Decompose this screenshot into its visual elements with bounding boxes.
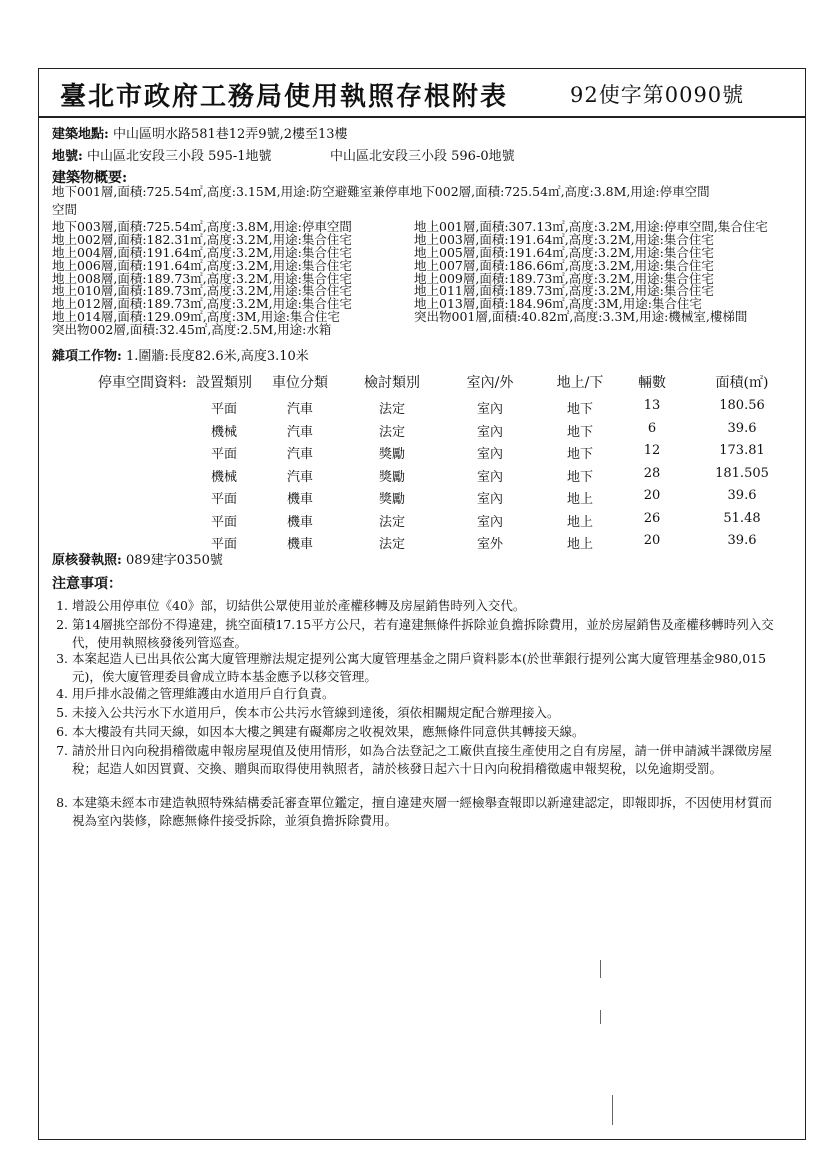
address-value: 中山區明水路581巷12弄9號,2樓至13樓 (112, 127, 348, 142)
floor-line: 地上013層,面積:184.96㎡,高度:3M,用途:集合住宅 (414, 296, 702, 312)
floor-line: 地上010層,面積:189.73㎡,高度:3.2M,用途:集合住宅 (52, 283, 352, 299)
original-permit-value: 089建字0350號 (125, 553, 223, 568)
parking-cell-area: 181.505 (715, 465, 769, 481)
parking-cell-review: 法定 (378, 514, 406, 530)
parking-cell-indoor: 室外 (476, 537, 504, 552)
note-text: 用戶排水設備之管理維護由水道用戶自行負責。 (72, 686, 335, 701)
note-text: 增設公用停車位《40》部，切結供公眾使用並於產權移轉及房屋銷售時列入交代。 (72, 598, 526, 613)
floor-line: 地上011層,面積:189.73㎡,高度:3.2M,用途:集合住宅 (414, 283, 714, 299)
note-number: 2. (56, 617, 68, 632)
parking-cell-vehicle: 汽車 (286, 424, 314, 440)
parking-cell-review: 獎勵 (378, 492, 406, 507)
note-text: 本建築未經本市建造執照特殊結構委託審查單位鑑定，擅自違建夾層一經檢舉查報即以新違建認定，即報即拆，不因使用材質而視為室內裝修，除應無條件接受拆除，並須負擔拆除費用。 (72, 795, 773, 828)
parking-cell-type: 平面 (210, 447, 238, 462)
parking-cell-level: 地下 (566, 469, 594, 485)
original-permit-line (52, 554, 223, 568)
parking-cell-count: 20 (643, 488, 661, 503)
note-number: 5. (56, 705, 68, 720)
misc-works-label: 雜項工作物: (52, 349, 122, 364)
parking-cell-type: 平面 (210, 492, 238, 507)
floor-line: 地上003層,面積:191.64㎡,高度:3.2M,用途:集合住宅 (414, 231, 714, 247)
land-label: 地號: (52, 149, 83, 164)
parking-cell-level: 地上 (566, 514, 594, 530)
parking-cell-vehicle: 機車 (286, 537, 314, 552)
floor-line: 地上008層,面積:189.73㎡,高度:3.2M,用途:集合住宅 (52, 270, 352, 286)
parking-cell-level: 地下 (566, 447, 594, 462)
parking-cell-type: 平面 (210, 514, 238, 530)
parking-cell-count: 13 (643, 398, 661, 413)
parking-cell-area: 51.48 (723, 510, 761, 526)
scan-mark (600, 1010, 601, 1024)
original-permit-label: 原核發執照: (52, 553, 122, 568)
floor-line: 地上004層,面積:191.64㎡,高度:3.2M,用途:集合住宅 (52, 244, 352, 260)
parking-header: 檢討類別 (364, 375, 420, 391)
parking-header: 地上/下 (556, 375, 604, 391)
floor-line: 地上007層,面積:186.66㎡,高度:3.2M,用途:集合住宅 (414, 257, 714, 273)
parking-cell-vehicle: 機車 (286, 492, 314, 507)
floor-line: 突出物002層,面積:32.45㎡,高度:2.5M,用途:水箱 (52, 322, 332, 338)
floors-left-column (52, 221, 352, 337)
parking-cell-vehicle: 汽車 (286, 402, 314, 417)
parking-cell-count: 20 (643, 533, 661, 548)
parking-cell-level: 地上 (566, 492, 594, 507)
parking-cell-indoor: 室內 (476, 402, 504, 417)
parking-label: 停車空間資料: (98, 375, 187, 391)
floor-line: 地上014層,面積:129.09㎡,高度:3M,用途:集合住宅 (52, 309, 340, 325)
parking-cell-level: 地下 (566, 402, 594, 417)
parking-cell-indoor: 室內 (476, 469, 504, 485)
parking-cell-area: 173.81 (719, 443, 765, 458)
parking-cell-type: 機械 (210, 469, 238, 485)
address-label: 建築地點: (52, 127, 109, 142)
land-value-1: 中山區北安段三小段 595-1地號 (86, 149, 272, 164)
basement-line: 地下001層,面積:725.54㎡,高度:3.15M,用途:防空避難室兼停車地下002層,面積:725.54㎡,高度:3.8M,用途:停車空間 (52, 184, 710, 199)
note-text: 未接入公共污水下水道用戶，俟本市公共污水管線到達後，須依相關規定配合辦理接入。 (72, 705, 560, 720)
parking-cell-vehicle: 機車 (286, 514, 314, 530)
parking-cell-type: 平面 (210, 402, 238, 417)
parking-cell-indoor: 室內 (476, 424, 504, 440)
parking-cell-review: 法定 (378, 537, 406, 552)
note-number: 3. (56, 651, 68, 666)
parking-cell-vehicle: 汽車 (286, 469, 314, 485)
note-number: 6. (56, 724, 68, 739)
parking-cell-level: 地下 (566, 424, 594, 440)
parking-cell-type: 平面 (210, 537, 238, 552)
note-text: 本案起造人已出具依公寓大廈管理辦法規定提列公寓大廈管理基金之開戶資料影本(於世華銀行提列公寓大廈管理基金980,015元)，俟大廈管理委員會成立時本基金應予以移交管理。 (72, 651, 767, 684)
parking-header: 設置類別 (196, 375, 252, 391)
building-label: 建築物概要: (52, 170, 128, 186)
parking-cell-indoor: 室內 (476, 492, 504, 507)
notes-label: 注意事項： (52, 576, 122, 592)
parking-cell-count: 26 (643, 510, 661, 526)
parking-cell-count: 28 (643, 465, 661, 481)
note-text: 本大樓設有共同天線，如因本大樓之興建有礙鄰房之收視效果，應無條件同意供其轉接天線。 (72, 724, 585, 739)
parking-cell-review: 法定 (378, 424, 406, 440)
land-line (52, 150, 272, 164)
floor-line: 地上012層,面積:189.73㎡,高度:3.2M,用途:集合住宅 (52, 296, 352, 312)
parking-cell-area: 39.6 (727, 488, 757, 503)
floor-line: 地下003層,面積:725.54㎡,高度:3.8M,用途:停車空間 (52, 219, 352, 234)
document-title: 臺北市政府工務局使用執照存根附表 (60, 82, 509, 112)
floor-line: 突出物001層,面積:40.82㎡,高度:3.3M,用途:機械室,樓梯間 (414, 309, 748, 325)
floor-line: 地上006層,面積:191.64㎡,高度:3.2M,用途:集合住宅 (52, 257, 352, 273)
parking-cell-area: 39.6 (727, 533, 757, 548)
title-bar (38, 68, 806, 118)
parking-header: 輛數 (638, 375, 666, 391)
misc-works-line (52, 350, 309, 364)
floor-line: 地上005層,面積:191.64㎡,高度:3.2M,用途:集合住宅 (414, 244, 714, 260)
floor-line: 地上009層,面積:189.73㎡,高度:3.2M,用途:集合住宅 (414, 270, 714, 286)
parking-cell-area: 180.56 (719, 398, 765, 413)
floor-line: 地上001層,面積:307.13㎡,高度:3.2M,用途:停車空間,集合住宅 (414, 219, 768, 234)
note-number: 8. (56, 795, 68, 810)
floors-right-column (414, 221, 768, 324)
permit-number: 92使字第0090號 (570, 83, 745, 107)
basement-line-cont: 空間 (52, 202, 78, 217)
note-text: 第14層挑空部份不得違建，挑空面積17.15平方公尺，若有違建無條件拆除並負擔拆除費用，並於房屋銷售及產權移轉時列入交代，使用執照核發後列管巡查。 (72, 617, 774, 650)
parking-cell-vehicle: 汽車 (286, 447, 314, 462)
parking-header: 室內/外 (466, 375, 514, 391)
parking-cell-indoor: 室內 (476, 447, 504, 462)
land-value-2: 中山區北安段三小段 596-0地號 (330, 149, 515, 164)
parking-cell-review: 法定 (378, 402, 406, 417)
parking-header: 面積(㎡) (715, 375, 769, 391)
scan-mark (600, 960, 601, 978)
floor-line: 地上002層,面積:182.31㎡,高度:3.2M,用途:集合住宅 (52, 231, 352, 247)
parking-cell-area: 39.6 (727, 420, 757, 436)
parking-cell-count: 6 (647, 420, 657, 436)
parking-cell-count: 12 (643, 443, 661, 458)
note-number: 1. (56, 598, 68, 613)
scan-mark (612, 1095, 613, 1125)
parking-cell-review: 獎勵 (378, 447, 406, 462)
parking-header: 車位分類 (272, 375, 328, 391)
note-number: 4. (56, 686, 68, 701)
parking-cell-indoor: 室內 (476, 514, 504, 530)
note-number: 7. (56, 743, 68, 758)
parking-cell-level: 地上 (566, 537, 594, 552)
note-text: 請於卅日內向稅捐稽徵處申報房屋現值及使用情形，如為合法登記之工廠供直接生產使用之自有房屋，請一併申請減半課徵房屋稅；起造人如因買賣、交換、贈與而取得使用執照者，請於核發日起六十日內向稅捐稽徵處申報契稅，以免逾期受罰。 (72, 743, 773, 776)
parking-cell-review: 獎勵 (378, 469, 406, 485)
misc-works-value: 1.圍牆:長度82.6米,高度3.10米 (125, 349, 309, 364)
address-line (52, 128, 348, 142)
parking-cell-type: 機械 (210, 424, 238, 440)
